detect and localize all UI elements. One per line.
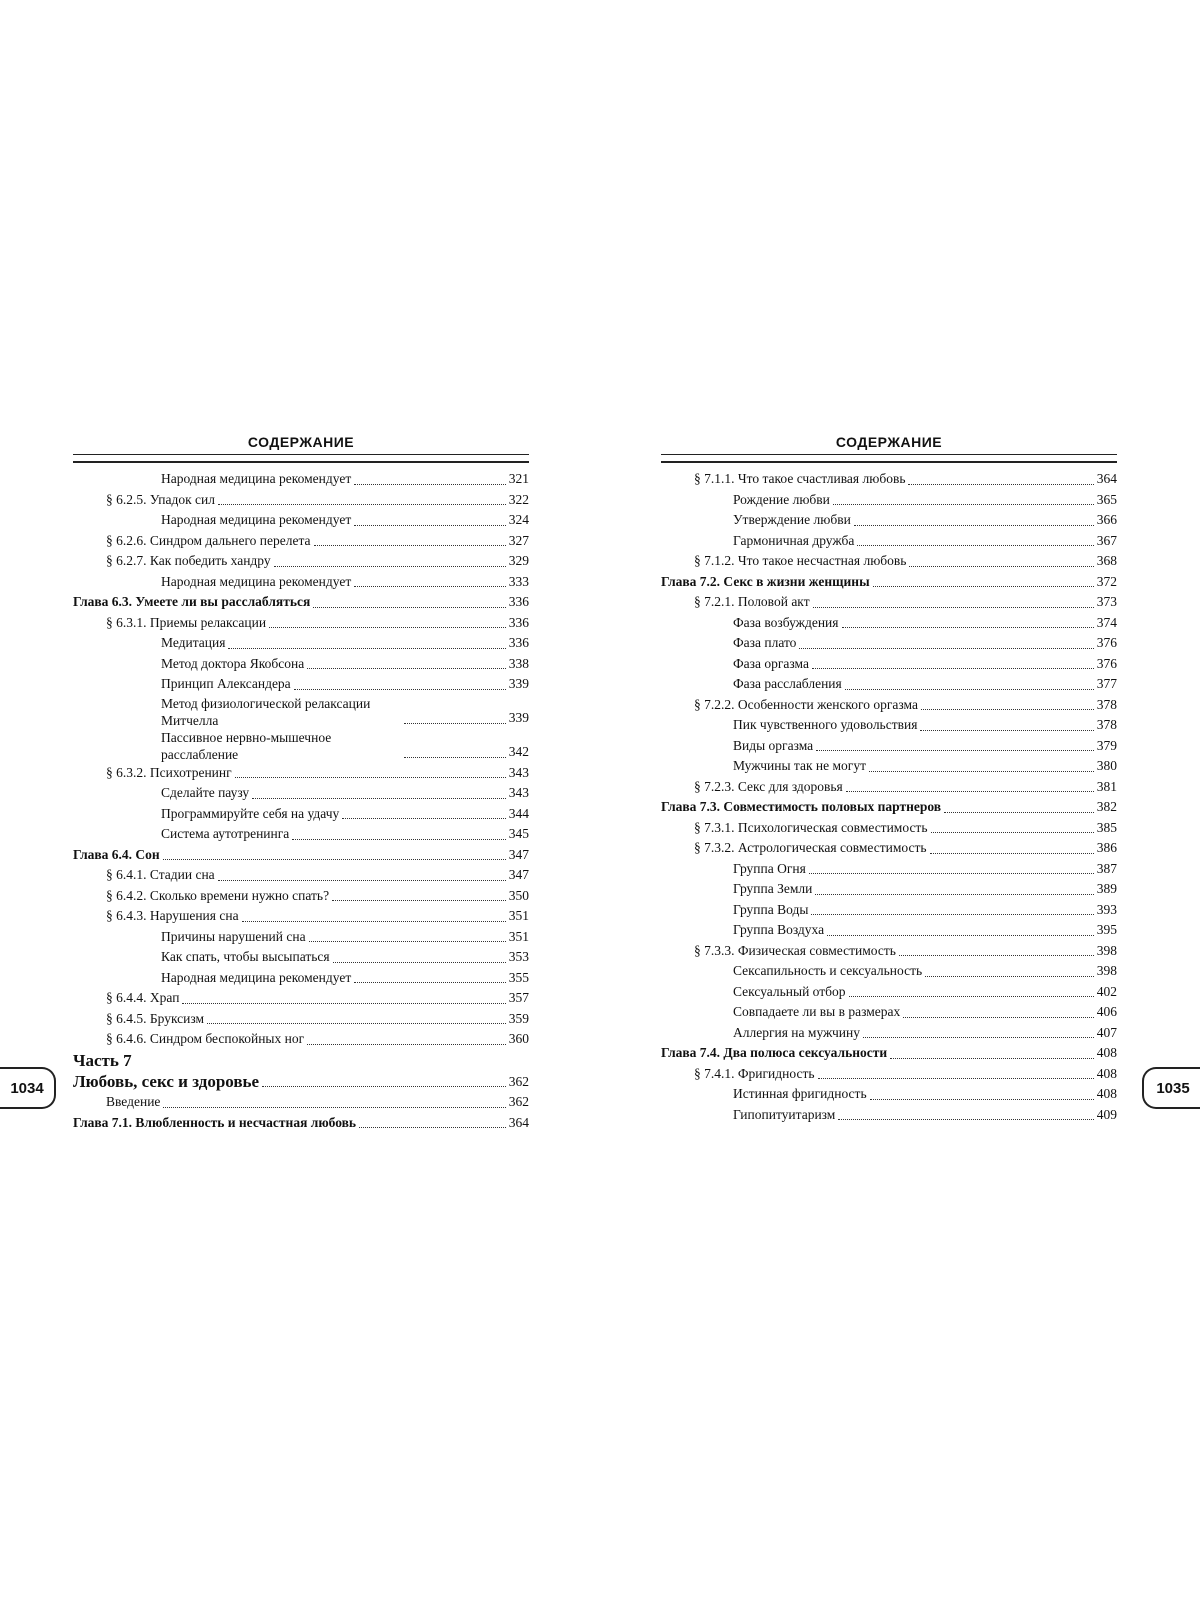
entry-page-number: 408 xyxy=(1096,1086,1117,1101)
leader-dots xyxy=(811,914,1093,915)
toc-list xyxy=(661,469,1117,1125)
entry-page-number: 351 xyxy=(508,928,529,944)
entry-page-number: 406 xyxy=(1096,1004,1117,1019)
toc-chapter-entry xyxy=(73,845,529,866)
leader-dots xyxy=(333,962,506,963)
entry-page-number: 376 xyxy=(1096,655,1117,671)
leader-dots xyxy=(252,798,506,799)
leader-dots xyxy=(857,545,1093,546)
entry-title: Программируйте себя на удачу xyxy=(161,805,340,821)
toc-entry xyxy=(661,1064,1117,1085)
toc-entry xyxy=(661,736,1117,757)
leader-dots xyxy=(849,996,1094,997)
toc-entry xyxy=(661,1002,1117,1023)
entry-page-number: 373 xyxy=(1096,594,1117,609)
entry-title: § 6.2.5. Упадок сил xyxy=(106,491,215,507)
entry-page-number: 339 xyxy=(508,676,529,691)
entry-page-number: 343 xyxy=(508,764,529,780)
leader-dots xyxy=(854,525,1094,526)
entry-page-number: 329 xyxy=(508,553,529,568)
toc-entry xyxy=(661,818,1117,839)
toc-entry xyxy=(661,654,1117,675)
leader-dots xyxy=(163,859,506,860)
leader-dots xyxy=(842,627,1094,628)
leader-dots xyxy=(342,818,505,819)
leader-dots xyxy=(890,1058,1094,1059)
leader-dots xyxy=(944,812,1094,813)
toc-entry xyxy=(73,886,529,907)
toc-chapter-entry xyxy=(73,592,529,613)
leader-dots xyxy=(274,566,506,567)
leader-dots xyxy=(262,1086,506,1087)
toc-entry xyxy=(661,920,1117,941)
entry-title: Группа Воды xyxy=(733,901,809,917)
leader-dots xyxy=(314,545,506,546)
leader-dots xyxy=(815,894,1093,895)
entry-title: § 6.2.6. Синдром дальнего перелета xyxy=(106,532,311,548)
leader-dots xyxy=(812,668,1094,669)
leader-dots xyxy=(838,1119,1093,1120)
leader-dots xyxy=(931,832,1094,833)
running-head: СОДЕРЖАНИЕ xyxy=(247,434,355,450)
entry-page-number: 387 xyxy=(1096,860,1117,876)
entry-title: Введение xyxy=(106,1094,161,1109)
entry-title: Как спать, чтобы высыпаться xyxy=(161,949,330,964)
entry-page-number: 368 xyxy=(1096,553,1117,568)
page-number-tab: 1034 xyxy=(0,1067,56,1109)
toc-entry xyxy=(73,804,529,825)
entry-page-number: 407 xyxy=(1096,1024,1117,1040)
entry-page-number: 336 xyxy=(508,594,529,609)
toc-entry xyxy=(73,490,529,511)
entry-title: Фаза расслабления xyxy=(733,676,842,691)
entry-title: Глава 7.4. Два полюса сексуальности xyxy=(661,1045,888,1060)
toc-entry xyxy=(73,633,529,654)
leader-dots xyxy=(925,976,1094,977)
toc-entry xyxy=(73,824,529,845)
entry-page-number: 395 xyxy=(1096,922,1117,937)
toc-entry xyxy=(73,695,529,729)
entry-page-number: 402 xyxy=(1096,983,1117,999)
leader-dots xyxy=(354,982,506,983)
entry-page-number: 364 xyxy=(1096,471,1117,486)
leader-dots xyxy=(228,648,505,649)
part-label: Часть 7 xyxy=(73,1050,132,1070)
entry-page-number: 380 xyxy=(1096,758,1117,773)
entry-page-number: 360 xyxy=(508,1031,529,1046)
leader-dots xyxy=(930,853,1094,854)
leader-dots xyxy=(908,484,1093,485)
entry-page-number: 351 xyxy=(508,908,529,923)
left-page xyxy=(73,432,529,1133)
entry-title: Народная медицина рекомендует xyxy=(161,471,352,486)
toc-entry xyxy=(73,1092,529,1113)
leader-dots xyxy=(404,757,506,758)
entry-title: Глава 7.2. Секс в жизни женщины xyxy=(661,573,870,589)
toc-entry xyxy=(661,490,1117,511)
entry-page-number: 376 xyxy=(1096,635,1117,650)
entry-title: Глава 7.1. Влюбленность и несчастная любовь xyxy=(73,1114,357,1130)
toc-entry xyxy=(73,865,529,886)
leader-dots xyxy=(799,648,1093,649)
entry-title: Группа Земли xyxy=(733,881,813,896)
entry-title: § 6.4.4. Храп xyxy=(106,990,180,1005)
entry-page-number: 381 xyxy=(1096,778,1117,794)
entry-title: Медитация xyxy=(161,635,226,650)
entry-page-number: 377 xyxy=(1096,676,1117,691)
toc-entry xyxy=(661,674,1117,695)
toc-entry xyxy=(73,469,529,490)
entry-title: § 7.1.1. Что такое счастливая любовь xyxy=(694,471,906,486)
toc-entry xyxy=(661,715,1117,736)
toc-entry xyxy=(661,531,1117,552)
entry-title: § 6.4.2. Сколько времени нужно спать? xyxy=(106,887,330,903)
toc-entry xyxy=(661,633,1117,654)
entry-title: Сделайте паузу xyxy=(161,785,250,800)
entry-title: Утверждение любви xyxy=(733,512,851,527)
toc-entry xyxy=(661,592,1117,613)
entry-page-number: 343 xyxy=(508,785,529,800)
entry-page-number: 382 xyxy=(1096,799,1117,814)
entry-title: Аллергия на мужчину xyxy=(733,1024,860,1040)
toc-entry xyxy=(661,756,1117,777)
toc-entry xyxy=(73,1029,529,1050)
toc-chapter-entry xyxy=(661,1043,1117,1064)
entry-page-number: 379 xyxy=(1096,737,1117,753)
leader-dots xyxy=(309,941,506,942)
entry-title: § 7.2.3. Секс для здоровья xyxy=(694,778,843,794)
entry-page-number: 408 xyxy=(1096,1045,1117,1060)
toc-entry xyxy=(661,879,1117,900)
entry-page-number: 350 xyxy=(508,887,529,903)
entry-title: Фаза оргазма xyxy=(733,655,809,671)
entry-title: Рождение любви xyxy=(733,491,830,507)
entry-title: § 6.2.7. Как победить хандру xyxy=(106,553,271,568)
leader-dots xyxy=(292,839,505,840)
entry-page-number: 336 xyxy=(508,614,529,630)
toc-entry xyxy=(73,613,529,634)
leader-dots xyxy=(869,771,1094,772)
toc-entry xyxy=(661,469,1117,490)
entry-title: Группа Огня xyxy=(733,860,806,876)
entry-title: § 6.4.3. Нарушения сна xyxy=(106,908,239,923)
entry-page-number: 336 xyxy=(508,635,529,650)
entry-page-number: 347 xyxy=(508,846,529,862)
toc-chapter-entry xyxy=(73,1113,529,1134)
toc-entry xyxy=(73,551,529,572)
entry-page-number: 347 xyxy=(508,867,529,882)
entry-page-number: 366 xyxy=(1096,512,1117,527)
entry-page-number: 327 xyxy=(508,532,529,548)
leader-dots xyxy=(218,880,506,881)
entry-page-number: 362 xyxy=(508,1094,529,1109)
toc-entry xyxy=(661,777,1117,798)
toc-entry xyxy=(661,613,1117,634)
toc-entry xyxy=(661,695,1117,716)
entry-title: Группа Воздуха xyxy=(733,922,825,937)
leader-dots xyxy=(909,566,1093,567)
leader-dots xyxy=(899,955,1094,956)
entry-title: Мужчины так не могут xyxy=(733,758,866,773)
leader-dots xyxy=(354,525,506,526)
leader-dots xyxy=(873,586,1094,587)
leader-dots xyxy=(163,1107,505,1108)
entry-page-number: 378 xyxy=(1096,696,1117,712)
entry-title: § 7.3.1. Психологическая совместимость xyxy=(694,819,928,835)
toc-entry xyxy=(661,1084,1117,1105)
leader-dots xyxy=(404,723,506,724)
toc-entry xyxy=(73,947,529,968)
entry-title: Пик чувственного удовольствия xyxy=(733,717,918,732)
toc-entry xyxy=(73,674,529,695)
toc-list-part xyxy=(73,1072,529,1134)
header-rule xyxy=(661,454,1117,463)
entry-title: § 7.1.2. Что такое несчастная любовь xyxy=(694,553,907,568)
toc-entry xyxy=(73,783,529,804)
leader-dots xyxy=(332,900,506,901)
entry-page-number: 385 xyxy=(1096,819,1117,835)
toc-chapter-entry xyxy=(73,1072,529,1093)
entry-title: § 7.3.2. Астрологическая совместимость xyxy=(694,840,927,855)
leader-dots xyxy=(903,1017,1093,1018)
entry-title: Сексапильность и сексуальность xyxy=(733,963,923,978)
entry-page-number: 324 xyxy=(508,512,529,527)
entry-title: Истинная фригидность xyxy=(733,1086,867,1101)
entry-page-number: 389 xyxy=(1096,881,1117,896)
leader-dots xyxy=(870,1099,1094,1100)
toc-entry xyxy=(73,968,529,989)
toc-entry xyxy=(73,988,529,1009)
leader-dots xyxy=(846,791,1094,792)
entry-title: Метод доктора Якобсона xyxy=(161,655,305,671)
leader-dots xyxy=(813,607,1094,608)
leader-dots xyxy=(218,504,506,505)
leader-dots xyxy=(354,586,506,587)
leader-dots xyxy=(920,730,1093,731)
entry-title: Фаза возбуждения xyxy=(733,614,839,630)
toc-entry xyxy=(73,654,529,675)
leader-dots xyxy=(182,1003,505,1004)
entry-page-number: 338 xyxy=(508,655,529,671)
entry-page-number: 398 xyxy=(1096,963,1117,978)
entry-page-number: 398 xyxy=(1096,942,1117,958)
entry-page-number: 353 xyxy=(508,949,529,964)
entry-title: Сексуальный отбор xyxy=(733,983,846,999)
toc-entry xyxy=(73,1009,529,1030)
entry-title: Народная медицина рекомендует xyxy=(161,573,352,589)
toc-entry xyxy=(661,941,1117,962)
entry-title: § 6.3.1. Приемы релаксации xyxy=(106,614,267,630)
entry-title: Народная медицина рекомендует xyxy=(161,512,352,527)
toc-entry xyxy=(661,838,1117,859)
entry-page-number: 374 xyxy=(1096,614,1117,630)
leader-dots xyxy=(359,1127,506,1128)
toc-entry xyxy=(73,763,529,784)
leader-dots xyxy=(307,668,506,669)
page-number-tab: 1035 xyxy=(1142,1067,1200,1109)
entry-title: Гармоничная дружба xyxy=(733,532,855,548)
toc-entry xyxy=(73,729,529,763)
toc-entry xyxy=(661,859,1117,880)
right-page xyxy=(661,432,1117,1125)
entry-title: § 6.3.2. Психотренинг xyxy=(106,764,232,780)
entry-page-number: 342 xyxy=(508,744,529,759)
entry-title: Совпадаете ли вы в размерах xyxy=(733,1004,901,1019)
entry-title: Глава 7.3. Совместимость половых партнеров xyxy=(661,799,942,814)
entry-page-number: 359 xyxy=(508,1010,529,1026)
toc-entry xyxy=(661,900,1117,921)
leader-dots xyxy=(235,777,506,778)
leader-dots xyxy=(242,921,506,922)
leader-dots xyxy=(354,484,506,485)
entry-page-number: 393 xyxy=(1096,901,1117,917)
entry-title: Система аутотренинга xyxy=(161,826,290,841)
entry-page-number: 364 xyxy=(508,1114,529,1130)
entry-title: Глава 6.4. Сон xyxy=(73,846,160,862)
entry-page-number: 333 xyxy=(508,573,529,589)
entry-title: Причины нарушений сна xyxy=(161,928,306,944)
leader-dots xyxy=(207,1023,506,1024)
leader-dots xyxy=(863,1037,1094,1038)
leader-dots xyxy=(921,709,1094,710)
entry-page-number: 378 xyxy=(1096,717,1117,732)
entry-page-number: 408 xyxy=(1096,1065,1117,1081)
toc-chapter-entry xyxy=(661,572,1117,593)
toc-entry xyxy=(661,551,1117,572)
entry-title: Любовь, секс и здоровье xyxy=(73,1071,260,1091)
toc-entry xyxy=(661,961,1117,982)
entry-page-number: 357 xyxy=(508,990,529,1005)
entry-title: § 7.4.1. Фригидность xyxy=(694,1065,815,1081)
entry-page-number: 322 xyxy=(508,491,529,507)
toc-list xyxy=(73,469,529,1050)
entry-page-number: 339 xyxy=(508,710,529,725)
header-rule xyxy=(73,454,529,463)
entry-title: Глава 6.3. Умеете ли вы расслабляться xyxy=(73,594,311,609)
leader-dots xyxy=(313,607,505,608)
entry-title: § 6.4.5. Бруксизм xyxy=(106,1010,205,1026)
leader-dots xyxy=(294,689,506,690)
entry-title: § 7.3.3. Физическая совместимость xyxy=(694,942,896,958)
toc-entry xyxy=(73,927,529,948)
entry-title: Принцип Александера xyxy=(161,676,291,691)
entry-page-number: 362 xyxy=(508,1073,529,1089)
toc-entry xyxy=(73,906,529,927)
entry-page-number: 344 xyxy=(508,805,529,821)
toc-entry xyxy=(661,1023,1117,1044)
entry-title: § 7.2.1. Половой акт xyxy=(694,594,810,609)
entry-title: Народная медицина рекомендует xyxy=(161,969,352,985)
leader-dots xyxy=(269,627,506,628)
leader-dots xyxy=(809,873,1094,874)
entry-title: § 6.4.6. Синдром беспокойных ног xyxy=(106,1031,305,1046)
entry-page-number: 409 xyxy=(1096,1106,1117,1122)
entry-title: Пассивное нервно-мышечное расслабление xyxy=(161,729,332,762)
toc-entry xyxy=(661,510,1117,531)
entry-page-number: 365 xyxy=(1096,491,1117,507)
entry-page-number: 345 xyxy=(508,826,529,841)
toc-chapter-entry xyxy=(661,797,1117,818)
entry-title: Метод физиологической релаксации Митчелла xyxy=(161,695,371,728)
toc-entry xyxy=(661,982,1117,1003)
toc-entry xyxy=(73,572,529,593)
entry-page-number: 367 xyxy=(1096,532,1117,548)
entry-title: Виды оргазма xyxy=(733,737,814,753)
running-head: СОДЕРЖАНИЕ xyxy=(835,434,943,450)
leader-dots xyxy=(307,1044,506,1045)
leader-dots xyxy=(833,504,1094,505)
entry-title: Фаза плато xyxy=(733,635,797,650)
toc-entry xyxy=(661,1105,1117,1126)
entry-page-number: 372 xyxy=(1096,573,1117,589)
toc-entry xyxy=(73,510,529,531)
leader-dots xyxy=(818,1078,1094,1079)
entry-title: § 7.2.2. Особенности женского оргазма xyxy=(694,696,918,712)
entry-title: Гипопитуитаризм xyxy=(733,1106,836,1122)
leader-dots xyxy=(816,750,1094,751)
toc-entry xyxy=(73,531,529,552)
entry-page-number: 386 xyxy=(1096,840,1117,855)
entry-page-number: 321 xyxy=(508,471,529,486)
entry-title: § 6.4.1. Стадии сна xyxy=(106,867,215,882)
leader-dots xyxy=(827,935,1094,936)
leader-dots xyxy=(845,689,1094,690)
entry-page-number: 355 xyxy=(508,969,529,985)
